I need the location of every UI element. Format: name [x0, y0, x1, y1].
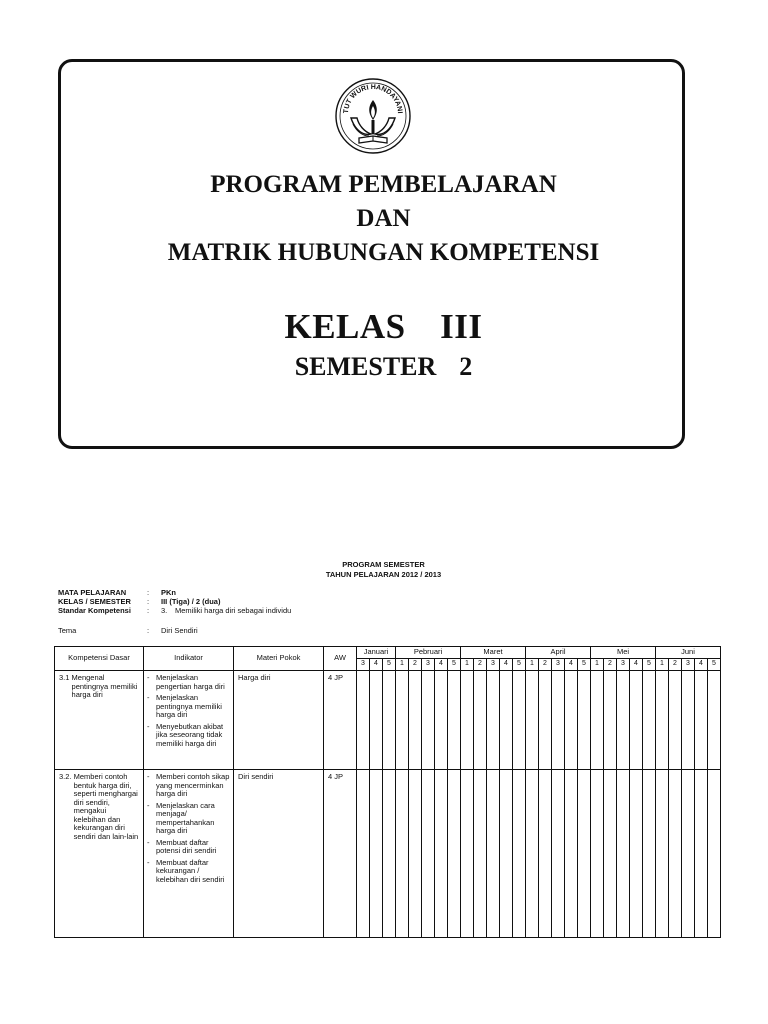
- schedule-cell: [643, 770, 656, 938]
- meta-mapel-value: PKn: [161, 588, 176, 597]
- schedule-cell: [396, 671, 409, 770]
- week-cell: 1: [526, 659, 539, 671]
- schedule-cell: [500, 671, 513, 770]
- week-cell: 2: [409, 659, 422, 671]
- schedule-cell: [578, 671, 591, 770]
- schedule-cell: [461, 770, 474, 938]
- schedule-cell: [409, 770, 422, 938]
- meta-colon: :: [147, 588, 150, 597]
- week-cell: 1: [396, 659, 409, 671]
- schedule-cell: [357, 671, 370, 770]
- week-cell: 2: [604, 659, 617, 671]
- schedule-cell: [565, 671, 578, 770]
- week-cell: 2: [539, 659, 552, 671]
- program-year: TAHUN PELAJARAN 2012 / 2013: [325, 570, 442, 579]
- schedule-cell: [656, 671, 669, 770]
- week-cell: 3: [552, 659, 565, 671]
- header-aw: AW: [324, 647, 357, 671]
- kd-text: Mengenal pentingnya memiliki harga diri: [71, 673, 138, 699]
- week-cell: 2: [669, 659, 682, 671]
- header-month-april: April: [526, 647, 591, 659]
- week-cell: 1: [461, 659, 474, 671]
- schedule-cell: [448, 671, 461, 770]
- schedule-cell: [617, 770, 630, 938]
- meta-colon: :: [147, 597, 150, 606]
- schedule-cell: [656, 770, 669, 938]
- schedule-cell: [617, 671, 630, 770]
- header-indikator: Indikator: [144, 647, 234, 671]
- schedule-cell: [513, 671, 526, 770]
- indikator-item: Menjelaskan cara menjaga/ mempertahankan harga diri: [156, 800, 215, 835]
- schedule-cell: [695, 671, 708, 770]
- week-cell: 3: [487, 659, 500, 671]
- cover-kelas: KELAS III: [284, 307, 483, 346]
- indikator-item: Memberi contoh sikap yang mencerminkan harga diri: [156, 772, 230, 798]
- meta-sk-label: Standar Kompetensi: [58, 606, 131, 615]
- schedule-cell: [604, 671, 617, 770]
- indikator-item: Menjelaskan pengertian harga diri: [156, 673, 225, 691]
- meta-colon: :: [147, 626, 150, 635]
- cover-title-line-2: DAN: [356, 205, 411, 232]
- header-month-mei: Mei: [591, 647, 656, 659]
- schedule-cell: [422, 671, 435, 770]
- schedule-cell: [409, 671, 422, 770]
- meta-kelas-value: III (Tiga) / 2 (dua): [161, 597, 221, 606]
- header-month-maret: Maret: [461, 647, 526, 659]
- aw-cell: 4 JP: [324, 770, 357, 938]
- aw-cell: 4 JP: [324, 671, 357, 770]
- schedule-cell: [630, 770, 643, 938]
- schedule-cell: [383, 671, 396, 770]
- kd-cell: [55, 770, 144, 938]
- kd-number: 3.1: [59, 673, 70, 682]
- meta-mapel-label: MATA PELAJARAN: [58, 588, 127, 597]
- kd-number: 3.2.: [59, 772, 72, 781]
- program-title: PROGRAM SEMESTER: [342, 560, 425, 569]
- schedule-cell: [435, 770, 448, 938]
- week-cell: 3: [357, 659, 370, 671]
- week-cell: 3: [617, 659, 630, 671]
- schedule-cell: [630, 671, 643, 770]
- week-cell: 3: [422, 659, 435, 671]
- week-cell: 4: [370, 659, 383, 671]
- schedule-cell: [396, 770, 409, 938]
- schedule-cell: [383, 770, 396, 938]
- schedule-cell: [448, 770, 461, 938]
- header-month-juni: Juni: [656, 647, 721, 659]
- week-cell: 5: [448, 659, 461, 671]
- cover-semester: SEMESTER 2: [294, 352, 473, 381]
- schedule-cell: [487, 671, 500, 770]
- header-month-januari: Januari: [357, 647, 396, 659]
- meta-colon: :: [147, 606, 150, 615]
- table-row: [55, 770, 721, 938]
- schedule-cell: [422, 770, 435, 938]
- schedule-cell: [526, 671, 539, 770]
- week-cell: 4: [565, 659, 578, 671]
- materi-cell: Diri sendiri: [234, 770, 324, 938]
- schedule-cell: [435, 671, 448, 770]
- indikator-cell: - Memberi contoh sikap yang mencerminkan harga diri - Menjelaskan cara menjaga/ mempertahankan harga diri - Membuat daftar potensi diri sendiri - Membuat daftar kekurangan / kelebihan diri sendiri: [144, 770, 234, 938]
- schedule-cell: [513, 770, 526, 938]
- week-cell: 5: [513, 659, 526, 671]
- week-cell: 4: [695, 659, 708, 671]
- header-kompetensi-dasar: Kompetensi Dasar: [55, 647, 144, 671]
- meta-tema-label: Tema: [58, 626, 77, 635]
- table-header-row-months: [55, 647, 721, 659]
- schedule-cell: [708, 770, 721, 938]
- week-cell: 5: [708, 659, 721, 671]
- schedule-cell: [370, 671, 383, 770]
- schedule-cell: [487, 770, 500, 938]
- indikator-item: Membuat daftar kekurangan / kelebihan diri sendiri: [156, 857, 225, 884]
- schedule-cell: [682, 671, 695, 770]
- week-cell: 1: [591, 659, 604, 671]
- schedule-cell: [669, 770, 682, 938]
- week-cell: 5: [643, 659, 656, 671]
- schedule-cell: [552, 770, 565, 938]
- materi-cell: Harga diri: [234, 671, 324, 770]
- kd-cell: [55, 671, 144, 770]
- schedule-cell: [591, 671, 604, 770]
- schedule-cell: [578, 770, 591, 938]
- schedule-cell: [708, 671, 721, 770]
- meta-sk-value: Memiliki harga diri sebagai individu: [175, 606, 292, 615]
- header-month-pebruari: Pebruari: [396, 647, 461, 659]
- indikator-item: Menjelaskan pentingnya memiliki harga diri: [156, 693, 222, 719]
- schedule-cell: [526, 770, 539, 938]
- schedule-cell: [669, 671, 682, 770]
- week-cell: 5: [578, 659, 591, 671]
- indikator-cell: - Menjelaskan pengertian harga diri - Menjelaskan pentingnya memiliki harga diri - Menyebutkan akibat jika seseorang tidak memiliki harga diri: [144, 671, 234, 770]
- schedule-cell: [539, 671, 552, 770]
- schedule-cell: [357, 770, 370, 938]
- week-cell: 4: [435, 659, 448, 671]
- table-row: [55, 671, 721, 770]
- schedule-cell: [370, 770, 383, 938]
- cover-title-line-1: PROGRAM PEMBELAJARAN: [210, 171, 557, 198]
- cover-title-line-3: MATRIK HUBUNGAN KOMPETENSI: [167, 239, 600, 266]
- schedule-cell: [552, 671, 565, 770]
- week-cell: 2: [474, 659, 487, 671]
- week-cell: 4: [630, 659, 643, 671]
- indikator-item: Menyebutkan akibat jika seseorang tidak memiliki harga diri: [156, 721, 224, 748]
- schedule-cell: [695, 770, 708, 938]
- program-semester-table: [54, 646, 721, 938]
- schedule-cell: [643, 671, 656, 770]
- week-cell: 5: [383, 659, 396, 671]
- schedule-cell: [682, 770, 695, 938]
- indikator-item: Membuat daftar potensi diri sendiri: [156, 837, 217, 855]
- kd-text: Memberi contoh bentuk harga diri, seperti menghargai diri sendiri, mengakui kelebihan dan kekurangan diri sendiri dan lain-lain: [73, 772, 139, 841]
- schedule-cell: [539, 770, 552, 938]
- schedule-cell: [565, 770, 578, 938]
- schedule-cell: [474, 671, 487, 770]
- meta-tema-value: Diri Sendiri: [161, 626, 198, 635]
- meta-sk-number: 3.: [161, 606, 168, 615]
- week-cell: 4: [500, 659, 513, 671]
- schedule-cell: [591, 770, 604, 938]
- tut-wuri-handayani-emblem: [333, 74, 413, 160]
- schedule-cell: [500, 770, 513, 938]
- week-cell: 3: [682, 659, 695, 671]
- week-cell: 1: [656, 659, 669, 671]
- meta-kelas-label: KELAS / SEMESTER: [58, 597, 131, 606]
- schedule-cell: [474, 770, 487, 938]
- header-materi-pokok: Materi Pokok: [234, 647, 324, 671]
- schedule-cell: [461, 671, 474, 770]
- schedule-cell: [604, 770, 617, 938]
- logo-motto: TUT WURI HANDAYANI: [342, 83, 404, 114]
